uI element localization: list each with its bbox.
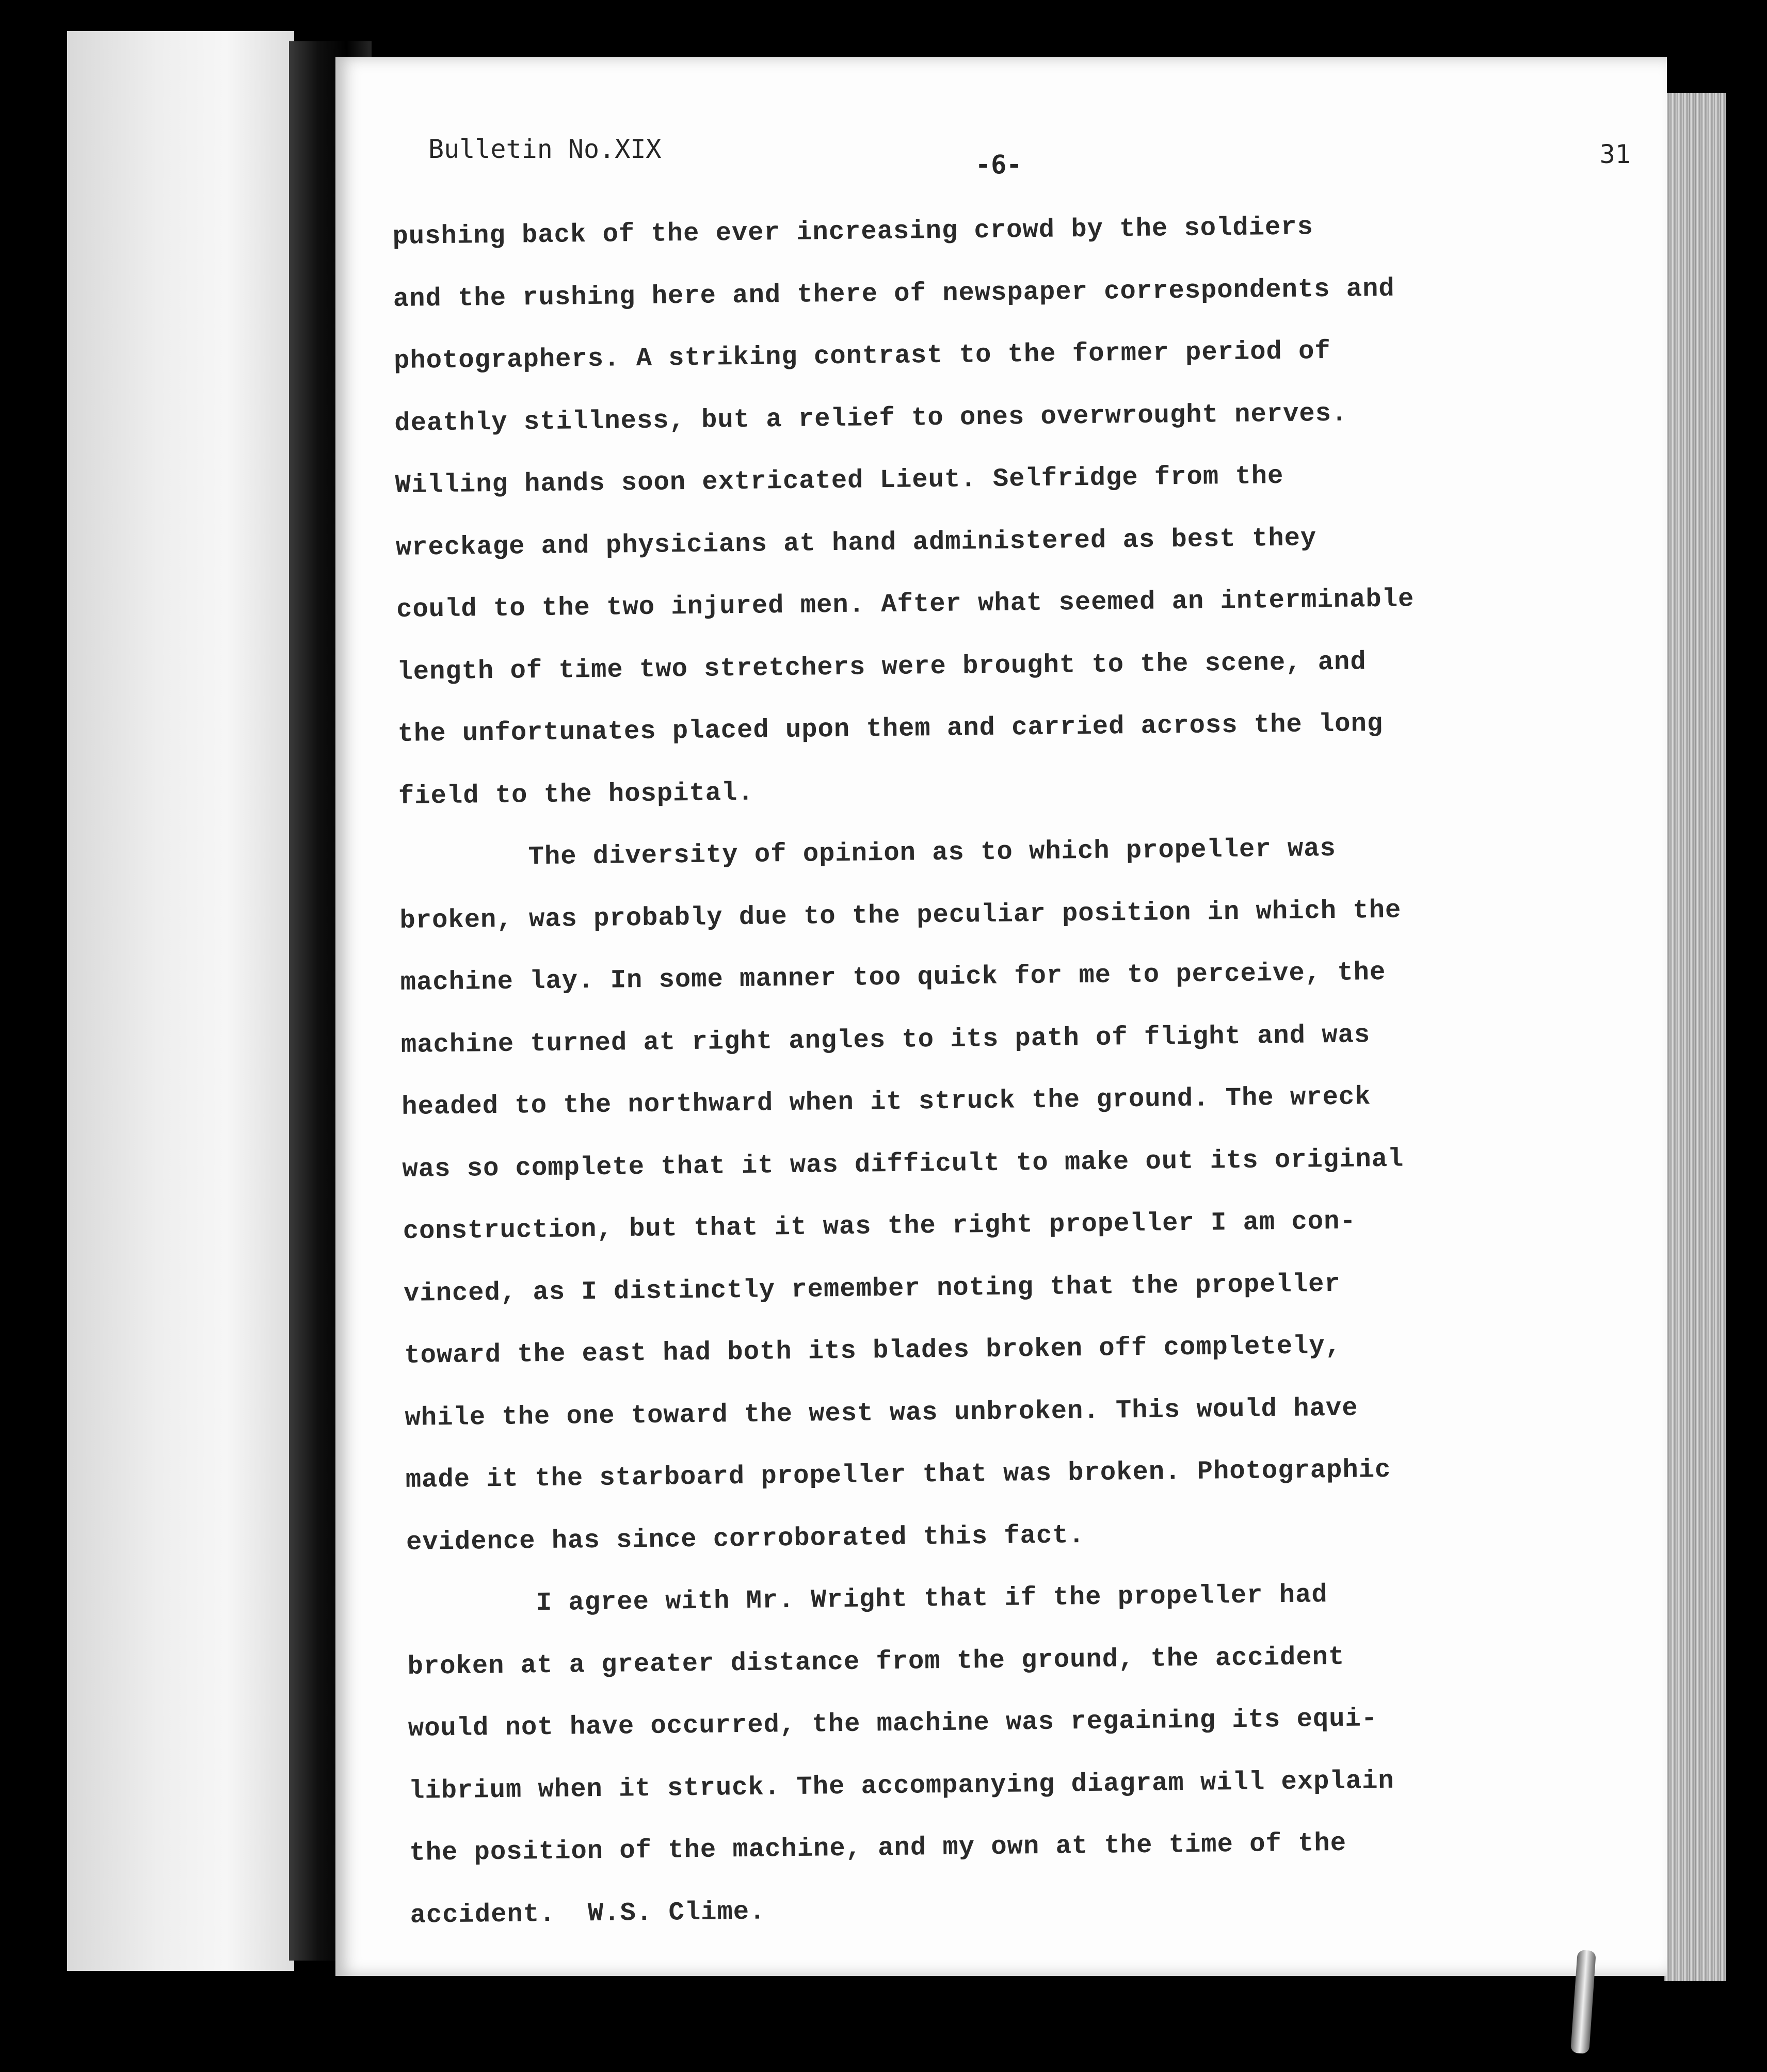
page-stack-edges [1664, 93, 1726, 1981]
text-line: vinced, as I distinctly remember noting that the propeller [403, 1269, 1341, 1309]
paragraph-3 [407, 1561, 1639, 1947]
text-line: deathly stillness, but a relief to ones overwrought nerves. [394, 399, 1348, 439]
paragraph-2 [399, 815, 1635, 1574]
text-line: machine lay. In some manner too quick for me to perceive, the [400, 958, 1386, 998]
text-line: construction, but that it was the right propeller I am con- [403, 1207, 1357, 1247]
paragraph-1 [392, 193, 1627, 828]
page-number: 31 [1599, 139, 1631, 169]
text-line: machine turned at right angles to its path of flight and was [400, 1020, 1371, 1060]
previous-page-edge [67, 31, 294, 1971]
text-line: and the rushing here and there of newspaper correspondents and [393, 274, 1395, 314]
text-line: toward the east had both its blades broken off completely, [404, 1331, 1342, 1371]
text-line: the position of the machine, and my own at the time of the [409, 1828, 1347, 1868]
document-page [335, 57, 1667, 1976]
text-line: the unfortunates placed upon them and carried across the long [397, 709, 1384, 749]
page-marker: -6- [975, 150, 1022, 180]
text-line: photographers. A striking contrast to the former period of [393, 336, 1331, 376]
text-line: length of time two stretchers were brought to the scene, and [397, 647, 1367, 687]
text-line: field to the hospital. [398, 778, 754, 812]
text-line: broken at a greater distance from the ground, the accident [407, 1642, 1345, 1682]
text-line: could to the two injured men. After what seemed an interminable [396, 585, 1415, 625]
bulletin-number: Bulletin No.XIX [428, 134, 662, 164]
text-line: broken, was probably due to the peculiar position in which the [399, 896, 1402, 936]
text-line: Willing hands soon extricated Lieut. Selfridge from the [395, 461, 1284, 500]
text-line: made it the starboard propeller that was broken. Photographic [405, 1455, 1391, 1495]
text-line: librium when it struck. The accompanying diagram will explain [408, 1766, 1394, 1806]
body-text [392, 193, 1639, 1947]
text-line: headed to the northward when it struck the ground. The wreck [401, 1082, 1371, 1122]
text-line: accident. W.S. Clime. [410, 1897, 766, 1931]
text-line: would not have occurred, the machine was regaining its equi- [408, 1704, 1378, 1744]
page-header [428, 134, 1631, 181]
text-line: evidence has since corroborated this fact. [406, 1520, 1085, 1558]
text-line: wreckage and physicians at hand administered as best they [395, 523, 1317, 563]
text-line: pushing back of the ever increasing crowd by the soldiers [392, 213, 1314, 252]
text-line: I agree with Mr. Wright that if the propeller had [407, 1580, 1328, 1620]
text-line: while the one toward the west was unbroken. This would have [405, 1394, 1358, 1433]
text-line: The diversity of opinion as to which propeller was [398, 834, 1337, 873]
text-line: was so complete that it was difficult to make out its original [402, 1144, 1404, 1185]
